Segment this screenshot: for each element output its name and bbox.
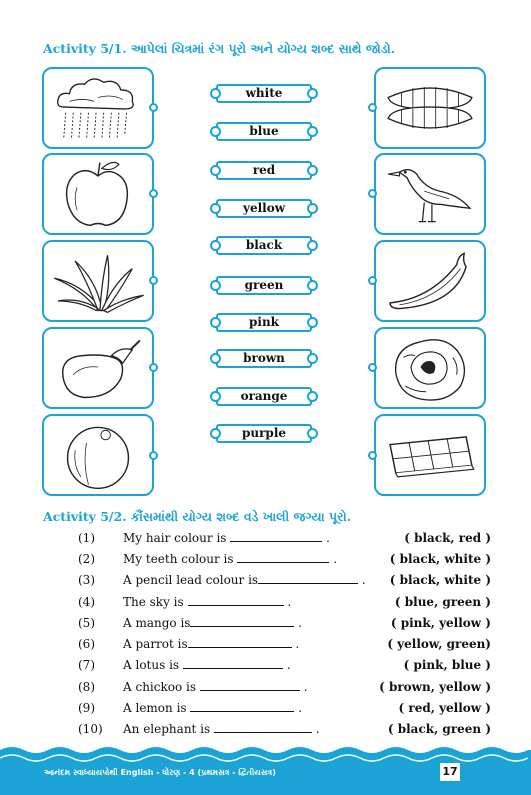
item-number: (3) xyxy=(78,573,95,587)
sentence-row xyxy=(0,637,531,657)
activity-2-title: Activity 5/2. કૌંસમાંથી યોગ્ય શબ્દ વડે ખાલી જગ્યા પૂરો. xyxy=(43,509,352,524)
sentence-text: A lotus is xyxy=(123,658,180,672)
connector-dot[interactable] xyxy=(368,189,377,198)
sentence-text: A lemon is xyxy=(123,701,187,715)
word-tag-orange[interactable]: orange xyxy=(216,387,312,406)
picture-box-left-2 xyxy=(42,153,154,235)
answer-blank[interactable] xyxy=(200,689,300,691)
sentence-text: A mango is xyxy=(123,616,191,630)
connector-dot[interactable] xyxy=(368,103,377,112)
banana-icon xyxy=(376,242,484,320)
rose-icon xyxy=(376,329,484,407)
full-stop: . xyxy=(315,722,320,736)
sentence-row xyxy=(0,531,531,551)
connector-dot[interactable] xyxy=(368,276,377,285)
sentence-text: My teeth colour is xyxy=(123,552,234,566)
sentence-row xyxy=(0,658,531,678)
picture-box-right-1 xyxy=(374,67,486,149)
answer-blank[interactable] xyxy=(237,561,329,563)
options-text: ( pink, blue ) xyxy=(403,658,491,672)
answer-blank[interactable] xyxy=(258,582,358,584)
full-stop: . xyxy=(286,658,291,672)
cloud-rain-icon xyxy=(44,69,152,147)
word-tag-pink[interactable]: pink xyxy=(216,313,312,332)
item-number: (1) xyxy=(78,531,95,545)
answer-blank[interactable] xyxy=(183,667,283,669)
full-stop: . xyxy=(303,680,308,694)
picture-box-left-1 xyxy=(42,67,154,149)
page-number: 17 xyxy=(440,763,460,781)
connector-dot[interactable] xyxy=(149,189,158,198)
word-tag-green[interactable]: green xyxy=(216,276,312,295)
options-text: ( black, green ) xyxy=(387,722,491,736)
apple-icon xyxy=(44,155,152,233)
options-text: ( yellow, green) xyxy=(387,637,491,651)
chocolate-icon xyxy=(376,416,484,494)
sentence-text: The sky is xyxy=(123,595,184,609)
word-tag-purple[interactable]: purple xyxy=(216,424,312,443)
picture-box-left-3 xyxy=(42,240,154,322)
options-text: ( black, white ) xyxy=(389,573,491,587)
picture-box-right-2 xyxy=(374,153,486,235)
connector-dot[interactable] xyxy=(149,451,158,460)
word-tag-blue[interactable]: blue xyxy=(216,122,312,141)
options-text: ( red, yellow ) xyxy=(398,701,491,715)
item-number: (2) xyxy=(78,552,95,566)
grass-icon xyxy=(44,242,152,320)
answer-blank[interactable] xyxy=(190,710,294,712)
full-stop: . xyxy=(287,595,292,609)
answer-blank[interactable] xyxy=(188,646,292,648)
orange-fruit-icon xyxy=(44,416,152,494)
word-tag-red[interactable]: red xyxy=(216,161,312,180)
teeth-icon xyxy=(376,69,484,147)
word-tag-white[interactable]: white xyxy=(216,84,312,103)
full-stop: . xyxy=(295,637,300,651)
sentence-text: My hair colour is xyxy=(123,531,227,545)
sentence-row xyxy=(0,552,531,572)
picture-box-right-4 xyxy=(374,327,486,409)
item-number: (9) xyxy=(78,701,95,715)
options-text: ( brown, yellow ) xyxy=(379,680,491,694)
sentence-text: A parrot is xyxy=(123,637,188,651)
sentence-text: An elephant is xyxy=(123,722,211,736)
options-text: ( blue, green ) xyxy=(394,595,491,609)
word-tag-black[interactable]: black xyxy=(216,236,312,255)
full-stop: . xyxy=(298,701,303,715)
sentence-row xyxy=(0,573,531,593)
answer-blank[interactable] xyxy=(188,604,284,606)
connector-dot[interactable] xyxy=(149,276,158,285)
full-stop: . xyxy=(298,616,303,630)
item-number: (4) xyxy=(78,595,95,609)
full-stop: . xyxy=(361,573,366,587)
sentence-row xyxy=(0,722,531,742)
answer-blank[interactable] xyxy=(190,625,294,627)
item-number: (5) xyxy=(78,616,95,630)
sentence-row xyxy=(0,616,531,636)
picture-box-right-3 xyxy=(374,240,486,322)
answer-blank[interactable] xyxy=(214,731,312,733)
item-number: (8) xyxy=(78,680,95,694)
sentence-text: A pencil lead colour is xyxy=(123,573,259,587)
options-text: ( black, white ) xyxy=(389,552,491,566)
crow-icon xyxy=(376,155,484,233)
activity-1-title: Activity 5/1. આપેલાં ચિત્રમાં રંગ પૂરો અને યોગ્ય શબ્દ સાથે જોડો. xyxy=(43,41,396,56)
word-tag-yellow[interactable]: yellow xyxy=(216,199,312,218)
options-text: ( black, red ) xyxy=(404,531,491,545)
picture-box-left-4 xyxy=(42,327,154,409)
connector-dot[interactable] xyxy=(149,103,158,112)
sentence-text: A chickoo is xyxy=(123,680,197,694)
full-stop: . xyxy=(333,552,338,566)
options-text: ( pink, yellow ) xyxy=(390,616,491,630)
picture-box-left-5 xyxy=(42,414,154,496)
full-stop: . xyxy=(326,531,330,545)
sentence-row xyxy=(0,701,531,721)
connector-dot[interactable] xyxy=(368,451,377,460)
sentence-row xyxy=(0,680,531,700)
item-number: (7) xyxy=(78,658,95,672)
sentence-row xyxy=(0,595,531,615)
picture-box-right-5 xyxy=(374,414,486,496)
connector-dot[interactable] xyxy=(149,363,158,372)
item-number: (6) xyxy=(78,637,95,651)
connector-dot[interactable] xyxy=(368,363,377,372)
brinjal-icon xyxy=(44,329,152,407)
footer-book-title: આનંદમ સ્વાધ્યાયપોથી English - ધોરણ - 4 (પ્રથમસત્ર - દ્વિતીયસત્ર) xyxy=(44,768,276,777)
word-tag-brown[interactable]: brown xyxy=(216,349,312,368)
item-number: (10) xyxy=(78,722,103,736)
answer-blank[interactable] xyxy=(230,540,322,542)
